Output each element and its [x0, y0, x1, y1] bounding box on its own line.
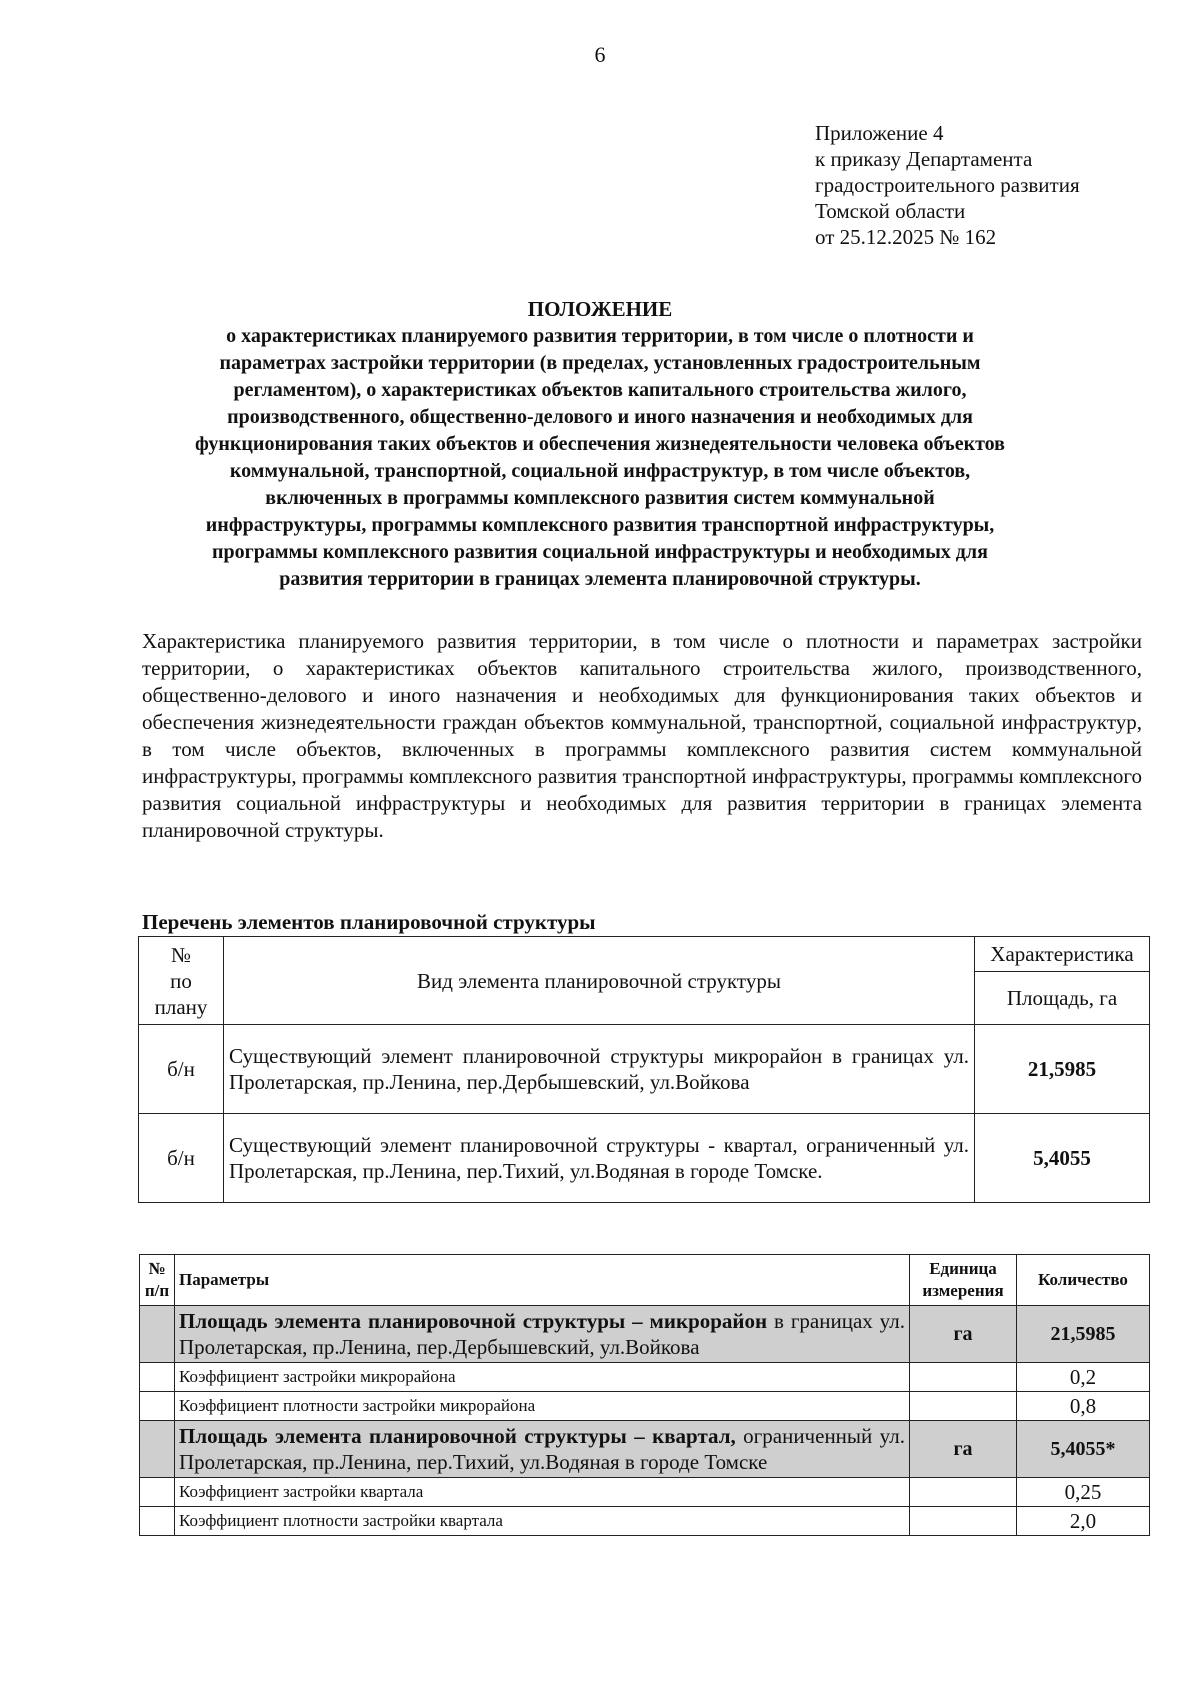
page-number: 6 [594, 42, 606, 67]
table-row [140, 1507, 1150, 1536]
title-line: инфраструктуры, программы комплексного развития транспортной инфраструктуры, [205, 514, 995, 536]
title-line: функционирования таких объектов и обеспечения жизнедеятельности человека объектов [195, 433, 1005, 455]
row-param: Коэффициент застройки квартала [175, 1478, 910, 1507]
row-pp [140, 1363, 175, 1392]
header-kind: Вид элемента планировочной структуры [224, 937, 975, 1025]
table-row [140, 1392, 1150, 1421]
row-qty: 0,2 [1017, 1363, 1150, 1392]
parameters-table [139, 1254, 1150, 1536]
row-param-bold: Площадь элемента планировочной структуры – микрорайон [179, 1309, 768, 1333]
row-area: 5,4055 [975, 1114, 1150, 1203]
intro-paragraph: Характеристика планируемого развития территории, в том числе о плотности и параметрах застройки территории, о характеристиках объектов капитального строительства жилого, производственного, общественно-делового и иного назначения и необходимых для функционирования таких объектов и обеспечения жизнедеятельности граждан объектов коммунальной, транспортной, социальной инфраструктур, в том числе объектов, включенных в программы комплексного развития систем коммунальной инфраструктуры, программы комплексного развития транспортной инфраструктуры, программы комплексного развития социальной инфраструктуры и необходимых для развития территории в границах элемента планировочной структуры. [142, 629, 1142, 842]
row-num: б/н [139, 1114, 224, 1203]
row-param [175, 1306, 910, 1363]
header-area: Площадь, га [975, 972, 1150, 1025]
row-unit: га [910, 1306, 1017, 1363]
row-param-rest: в границах ул. Пролетарская, пр.Ленина, пер.Дербышевский, ул.Войкова [179, 1309, 905, 1359]
row-unit [910, 1363, 1017, 1392]
table-row [140, 1478, 1150, 1507]
row-qty: 2,0 [1017, 1507, 1150, 1536]
appendix-line: градостроительного развития [815, 173, 1080, 197]
header-pp: № п/п [140, 1255, 175, 1306]
row-param: Коэффициент застройки микрорайона [175, 1363, 910, 1392]
table-row [139, 1025, 1150, 1114]
row-param [175, 1421, 910, 1478]
title-line: производственного, общественно-делового и иного назначения и необходимых для [227, 406, 973, 428]
appendix-line: к приказу Департамента [815, 147, 1033, 171]
table-row [139, 1114, 1150, 1203]
table-row [140, 1421, 1150, 1478]
title-line: о характеристиках планируемого развития территории, в том числе о плотности и [226, 325, 974, 347]
appendix-line: Приложение 4 [815, 121, 944, 145]
row-unit [910, 1478, 1017, 1507]
header-num-line: плану [154, 994, 208, 1019]
row-pp [140, 1392, 175, 1421]
row-param: Коэффициент плотности застройки микрорайона [175, 1392, 910, 1421]
header-unit: Единица измерения [910, 1255, 1017, 1306]
table-row [140, 1306, 1150, 1363]
elements-table [138, 936, 1150, 1203]
row-pp [140, 1478, 175, 1507]
title-line: коммунальной, транспортной, социальной инфраструктур, в том числе объектов, [229, 460, 971, 482]
appendix-block [815, 120, 1080, 250]
row-qty: 21,5985 [1017, 1306, 1150, 1363]
row-unit [910, 1392, 1017, 1421]
document-title [150, 296, 1050, 593]
row-unit: га [910, 1421, 1017, 1478]
row-area: 21,5985 [975, 1025, 1150, 1114]
header-param: Параметры [175, 1255, 910, 1306]
row-kind: Существующий элемент планировочной структуры микрорайон в границах ул. Пролетарская, пр.Ленина, пер.Дербышевский, ул.Войкова [224, 1025, 975, 1114]
row-qty: 0,25 [1017, 1478, 1150, 1507]
row-param: Коэффициент плотности застройки квартала [175, 1507, 910, 1536]
row-pp [140, 1306, 175, 1363]
header-characteristic: Характеристика [975, 937, 1150, 972]
title-line: регламентом), о характеристиках объектов капитального строительства жилого, [233, 379, 967, 401]
header-num [139, 937, 224, 1025]
appendix-line: от 25.12.2025 № 162 [815, 225, 997, 249]
title-line: включенных в программы комплексного развития систем коммунальной [265, 487, 935, 509]
row-qty: 0,8 [1017, 1392, 1150, 1421]
row-unit [910, 1507, 1017, 1536]
row-pp [140, 1507, 175, 1536]
row-qty: 5,4055* [1017, 1421, 1150, 1478]
header-num-line: по [170, 968, 192, 993]
title-line: программы комплексного развития социальной инфраструктуры и необходимых для [212, 541, 988, 563]
title-main: ПОЛОЖЕНИЕ [527, 297, 673, 321]
row-param-bold: Площадь элемента планировочной структуры – квартал, [179, 1424, 736, 1448]
title-line: параметрах застройки территории (в пределах, установленных градостроительным [219, 352, 981, 374]
row-kind: Существующий элемент планировочной структуры - квартал, ограниченный ул. Пролетарская, пр.Ленина, пер.Тихий, ул.Водяная в городе Томске. [224, 1114, 975, 1203]
row-pp [140, 1421, 175, 1478]
header-num-line: № [170, 942, 192, 967]
table-row [140, 1363, 1150, 1392]
elements-list-title: Перечень элементов планировочной структуры [142, 910, 596, 934]
title-line: развития территории в границах элемента планировочной структуры. [279, 568, 921, 590]
header-qty: Количество [1017, 1255, 1150, 1306]
row-param-rest: ограниченный ул. Пролетарская, пр.Ленина, пер.Тихий, ул.Водяная в городе Томске [179, 1424, 905, 1474]
row-num: б/н [139, 1025, 224, 1114]
appendix-line: Томской области [815, 199, 966, 223]
